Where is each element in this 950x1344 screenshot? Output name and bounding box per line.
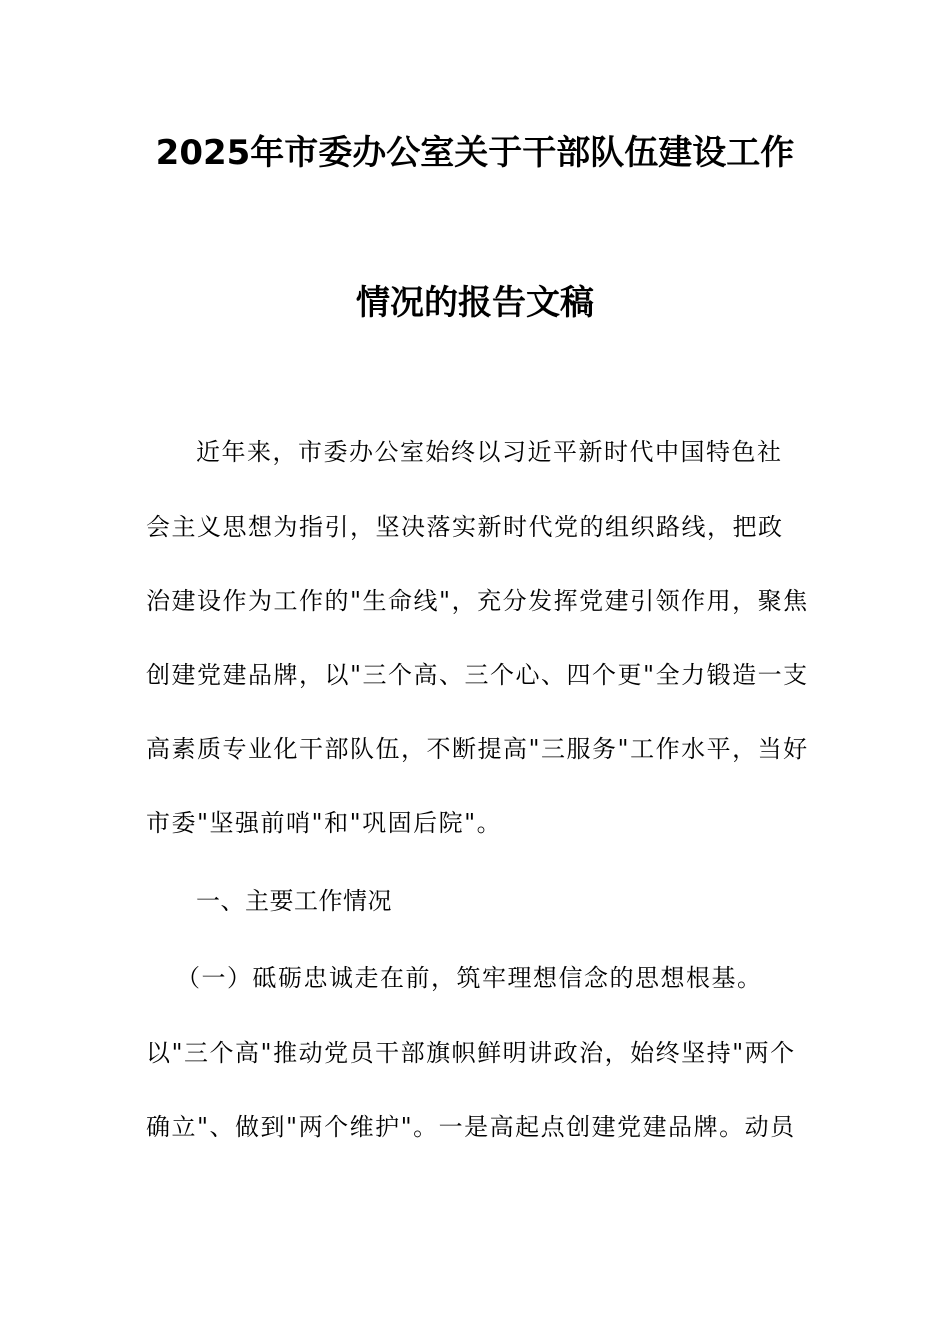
paragraph-1-line-2: 会主义思想为指引，坚决落实新时代党的组织路线，把政	[146, 513, 784, 541]
document-title-line-2: 情况的报告文稿	[356, 283, 594, 323]
paragraph-1-line-6: 市委"坚强前哨"和"巩固后院"。	[146, 809, 503, 837]
paragraph-1-line-3: 治建设作为工作的"生命线"，充分发挥党建引领作用，聚焦	[146, 587, 809, 615]
document-title-line-1: 2025年市委办公室关于干部队伍建设工作	[155, 133, 795, 173]
paragraph-2-line-3: 确立"、做到"两个维护"。一是高起点创建党建品牌。动员	[146, 1113, 796, 1141]
paragraph-1-line-5: 高素质专业化干部队伍，不断提高"三服务"工作水平，当好	[146, 735, 809, 763]
paragraph-1-line-4: 创建党建品牌，以"三个高、三个心、四个更"全力锻造一支	[146, 661, 809, 689]
section-1-heading: 一、主要工作情况	[196, 887, 392, 915]
paragraph-2-line-1: （一）砥砺忠诚走在前，筑牢理想信念的思想根基。	[176, 964, 763, 992]
paragraph-2-line-2: 以"三个高"推动党员干部旗帜鲜明讲政治，始终坚持"两个	[146, 1039, 796, 1067]
paragraph-1-line-1: 近年来，市委办公室始终以习近平新时代中国特色社	[196, 438, 783, 466]
